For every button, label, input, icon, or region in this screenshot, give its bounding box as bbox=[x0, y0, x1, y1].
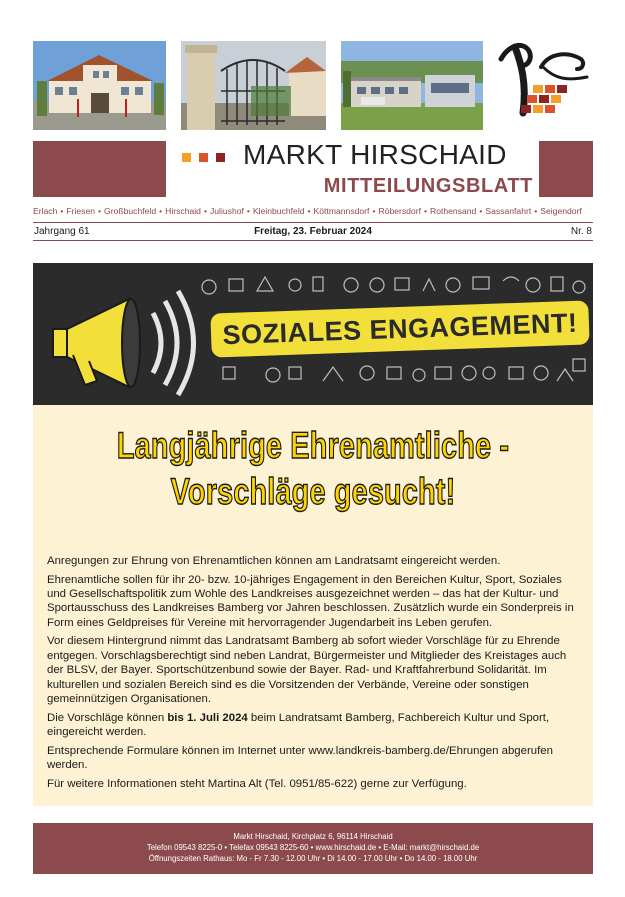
village-name: Großbuchfeld bbox=[104, 206, 157, 216]
markt-hirschaid-logo bbox=[497, 37, 593, 119]
village-separator: • bbox=[423, 206, 427, 216]
article-body bbox=[47, 554, 577, 795]
deadline-text: bis 1. Juli 2024 bbox=[167, 711, 248, 724]
footer-contact: Telefon 09543 8225-0 • Telefax 09543 8225-60 • www.hirschaid.de • E-Mail: markt@hirschaid.de bbox=[146, 843, 480, 852]
issue-date: Freitag, 23. Februar 2024 bbox=[254, 226, 372, 237]
megaphone-icon bbox=[53, 291, 194, 395]
village-name: Juliushof bbox=[209, 206, 244, 216]
village-separator: • bbox=[479, 206, 483, 216]
photo-gate bbox=[181, 41, 326, 130]
issue-bar bbox=[33, 222, 593, 241]
article-headline bbox=[33, 423, 593, 515]
banner-text: SOZIALES ENGAGEMENT! bbox=[210, 300, 589, 357]
village-separator: • bbox=[203, 206, 207, 216]
paragraph-5: Entsprechende Formulare können im Internet unter www.landkreis-bamberg.de/Ehrungen abgerufen werden. bbox=[47, 744, 553, 772]
village-separator: • bbox=[372, 206, 376, 216]
masthead-subtitle: MITTEILUNGSBLATT bbox=[323, 175, 533, 197]
village-separator: • bbox=[307, 206, 311, 216]
masthead-brown-block-left bbox=[33, 141, 166, 197]
issue-number: Nr. 8 bbox=[570, 226, 592, 237]
village-name: Kleinbuchfeld bbox=[252, 206, 305, 216]
village-name: Friesen bbox=[66, 206, 96, 216]
paragraph-3: Vor diesem Hintergrund nimmt das Landratsamt Bamberg ab sofort wieder Vorschläge für zu Ehrende entgegen. Vorschlagsberechtigt sind neben Landrat, Bürgermeister und Mitglieder des Kreistages auch der BLSV, der Bayer. Sportschützenbund sowie der Bayer. Rad- und Kraftfahrerbund Solidarität. Im kulturellen und sozialen Bereich sind es die Vorsitzenden der Verbände, Vereine oder sonstigen gemeinnützigen Organisationen. bbox=[47, 635, 567, 706]
village-name: Rothensand bbox=[429, 206, 477, 216]
photo-town-hall bbox=[33, 41, 166, 130]
village-separator: • bbox=[60, 206, 64, 216]
paragraph-4-end: beim Landratsamt Bamberg, Fachbereich Kultur und Sport, eingereicht werden. bbox=[47, 711, 550, 739]
village-name: Hirschaid bbox=[165, 206, 201, 216]
paragraph-4-start: Die Vorschläge können bbox=[47, 711, 168, 724]
village-name: Köttmannsdorf bbox=[313, 206, 370, 216]
article bbox=[33, 405, 593, 806]
accent-square-3 bbox=[216, 153, 225, 162]
masthead-title: MARKT HIRSCHAID bbox=[243, 139, 507, 170]
village-separator: • bbox=[534, 206, 538, 216]
village-name: Seigendorf bbox=[540, 206, 582, 216]
paragraph-1: Anregungen zur Ehrung von Ehrenamtlichen können am Landratsamt eingereicht werden. bbox=[47, 555, 501, 567]
masthead-brown-block-right bbox=[539, 141, 593, 197]
paragraph-2: Ehrenamtliche sollen für ihr 20- bzw. 10-jähriges Engagement in den Bereichen Kultur, Sport, Soziales und Gesellschaftspolitik zum Wohle des Landkreises ausgezeichnet werden – das hat der Kultur- und Sportausschuss des Landkreises Bamberg vor Jahren beschlossen. Zusätzlich wurde ein Sonderpreis in Form eines Geldpreises für Vereine mit hervorragender Jugendarbeit ins Leben gerufen. bbox=[47, 573, 574, 629]
issue-volume: Jahrgang 61 bbox=[34, 226, 90, 237]
footer bbox=[33, 823, 593, 874]
photo-school-building bbox=[341, 41, 483, 130]
headline-line-1: Langjährige Ehrenamtliche - bbox=[116, 425, 510, 466]
accent-square-2 bbox=[199, 153, 208, 162]
paragraph-6: Für weitere Informationen steht Martina Alt (Tel. 0951/85-622) gerne zur Verfügung. bbox=[47, 777, 467, 790]
headline-line-2: Vorschläge gesucht! bbox=[170, 471, 456, 512]
village-list bbox=[33, 206, 593, 216]
village-separator: • bbox=[159, 206, 163, 216]
paragraph-4 bbox=[47, 711, 577, 740]
footer-address: Markt Hirschaid, Kirchplatz 6, 96114 Hirschaid bbox=[233, 832, 393, 841]
banner-image bbox=[33, 263, 593, 405]
village-separator: • bbox=[98, 206, 102, 216]
village-name: Erlach bbox=[33, 206, 58, 216]
village-name: Sassanfahrt bbox=[485, 206, 532, 216]
village-separator: • bbox=[246, 206, 250, 216]
village-name: Röbersdorf bbox=[378, 206, 421, 216]
footer-opening-hours: Öffnungszeiten Rathaus: Mo - Fr 7.30 - 12.00 Uhr • Di 14.00 - 17.00 Uhr • Do 14.00 - 18.00 Uhr bbox=[148, 854, 478, 863]
accent-square-1 bbox=[182, 153, 191, 162]
